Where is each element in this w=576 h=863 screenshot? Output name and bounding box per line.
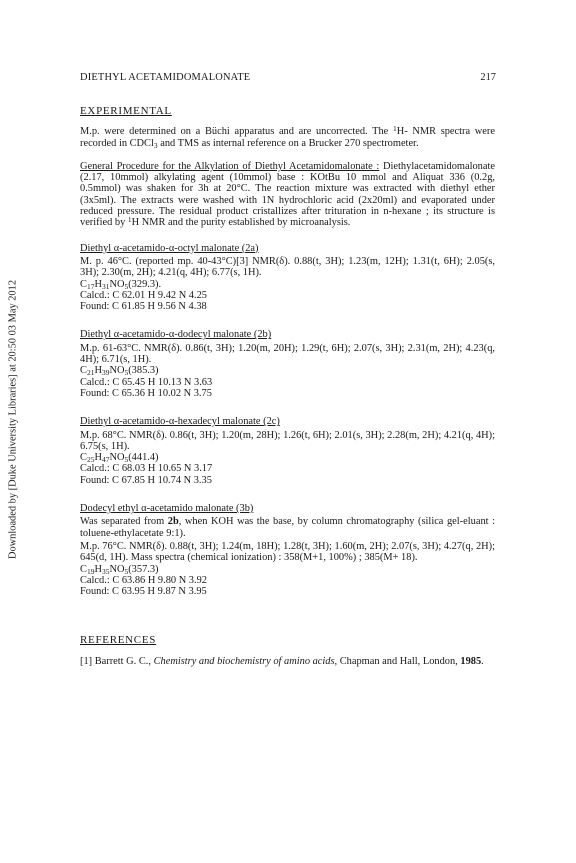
running-title: DIETHYL ACETAMIDOMALONATE [80, 72, 251, 83]
general-procedure-title: General Procedure for the Alkylation of Diethyl Acetamidomalonate : [80, 160, 380, 172]
compound-name: Diethyl α-acetamido-α-octyl malonate (2a) [80, 242, 259, 254]
references-heading: REFERENCES [80, 634, 157, 647]
compound-formula: $C_{19}H_{35}NO_5(357.3)$ [80, 563, 159, 576]
compound-name: Diethyl α-acetamido-α-dodecyl malonate (2b) [80, 329, 272, 341]
compound-2c [80, 416, 495, 486]
general-procedure: General Procedure for the Alkylation of Diethyl Acetamidomalonate : Diethylacetamidomalonate (2.17, 10mmol) alkylating agent (10mmol) base : KOtBu 10 mmol and Aliquat 336 (0.2g, 0.5mmol) was shaken for 3h at 20°C. The reaction mixture was extracted with diethyl ether (3x5ml). The extracts were washed with 1N hydrochloric acid (2x20ml) and evaporated under reduced pressure. The residual product cristallizes after trituration in n-hexane ; its structure is verified by $^1$H NMR and the purity established by microanalysis. [80, 160, 495, 229]
compound-calcd: Calcd.: C 68.03 H 10.65 N 3.17 [80, 463, 213, 475]
compound-formula: $C_{17}H_{31}NO_5(329.3)$. [80, 278, 162, 291]
compound-data: M. p. 46°C. (reported mp. 40-43°C)[3] NMR(δ). 0.88(t, 3H); 1.23(m, 12H); 1.31(t, 6H); 2.05(s, 3H); 2.30(m, 2H); 4.21(q, 4H); 6.77(s, 1H). [80, 255, 495, 279]
compound-name: Dodecyl ethyl α-acetamido malonate (3b) [80, 503, 254, 515]
compound-name: Diethyl α-acetamido-α-hexadecyl malonate (2c) [80, 416, 280, 428]
experimental-heading: EXPERIMENTAL [80, 105, 172, 117]
compound-calcd: Calcd.: C 63.86 H 9.80 N 3.92 [80, 574, 207, 586]
compound-found: Found: C 65.36 H 10.02 N 3.75 [80, 387, 212, 399]
compound-2b [80, 329, 495, 399]
compound-found: Found: C 67.85 H 10.74 N 3.35 [80, 474, 212, 486]
compound-found: Found: C 61.85 H 9.56 N 4.38 [80, 301, 207, 313]
compound-calcd: Calcd.: C 62.01 H 9.42 N 4.25 [80, 289, 207, 301]
page-number: 217 [480, 72, 496, 83]
compound-3b [80, 503, 495, 597]
experimental-paragraph: M.p. were determined on a Büchi apparatus and are uncorrected. The $^1$H- NMR spectra were recorded in CDCl$_3$ and TMS as internal reference on a Brucker 270 spectrometer. [80, 124, 495, 150]
compound-formula: $C_{21}H_{39}NO_5(385.3)$ [80, 365, 159, 378]
compound-2a [80, 243, 495, 313]
compound-data: M.p. 76°C. NMR(δ). 0.88(t, 3H); 1.24(m, 18H); 1.28(t, 3H); 1.60(m, 2H); 2.07(s, 3H); 4.27(q, 2H); 645(d, 1H). Mass spectra (chemical ionization) : 358(M+1, 100%) ; 385(M+ 18). [80, 540, 495, 564]
reference-1: [1] Barrett G. C., Chemistry and biochemistry of amino acids, Chapman and Hall, London, 1985. [80, 655, 484, 667]
page-body [80, 106, 495, 667]
compound-calcd: Calcd.: C 65.45 H 10.13 N 3.63 [80, 376, 213, 388]
download-watermark: Downloaded by [Duke University Libraries] at 20:50 03 May 2012 [7, 279, 19, 560]
compound-data: M.p. 68°C. NMR(δ). 0.86(t, 3H); 1.20(m, 28H); 1.26(t, 6H); 2.01(s, 3H); 2.28(m, 2H); 4.21(q, 4H); 6.75(s, 1H). [80, 429, 495, 452]
compound-found: Found: C 63.95 H 9.87 N 3.95 [80, 586, 207, 598]
compound-separation: Was separated from 2b, when KOH was the base, by column chromatography (silica gel-eluant : toluene-ethylacetate 9:1). [80, 516, 495, 539]
compound-formula: $C_{25}H_{47}NO_5(441.4)$ [80, 452, 159, 465]
compound-data: M.p. 61-63°C. NMR(δ). 0.86(t, 3H); 1.20(m, 20H); 1.29(t, 6H); 2.07(s, 3H); 2.31(m, 2H); 4.23(q, 4H); 6.71(s, 1H). [80, 342, 495, 366]
